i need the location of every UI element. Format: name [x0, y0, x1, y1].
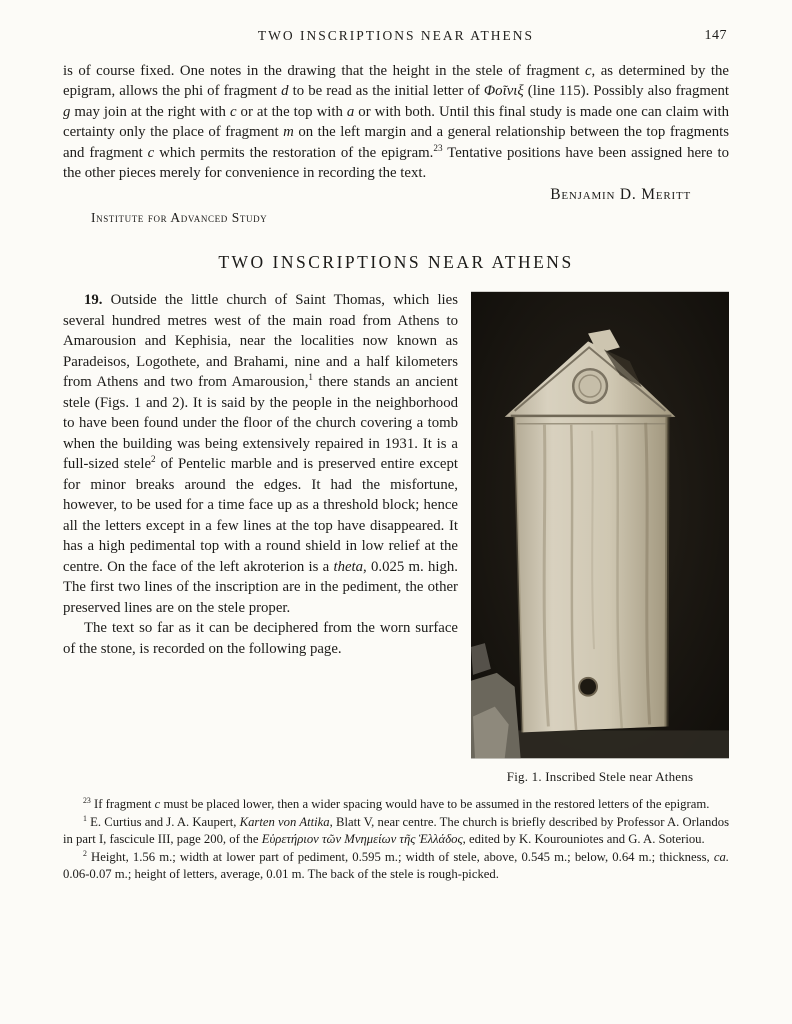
running-header: TWO INSCRIPTIONS NEAR ATHENS — [257, 28, 535, 43]
article-paragraph-1: 19. Outside the little church of Saint Thomas, which lies several hundred metres west of the main road from Athens to Amarousion and Kephisia, near the localities now known as Paradeisos, Logothete, and Brahami, nine and a half kilometers from Athens and two from Amarousion,$^1$ there stands an ancient stele (Figs. 1 and 2). It is said by the people in the neighborhood to have been found under the floor of the church covering a tomb when the building was being extensively repaired in 1931. It is a full-sized stele$^2$ of Pentelic marble and is preserved entire except for minor breaks around the edges. It had the misfortune, however, to be used for a time face up as a threshold block; hence all the letters except in a few lines at the top have disappeared. It has a high pedimental top with a round shield in low relief at the centre. On the face of the left akroterion is a theta, 0.025 m. high. The first two lines of the inscription are in the pediment, the other preserved lines are on the stele proper. — [63, 292, 458, 616]
author-signature: Benjamin D. Meritt — [550, 186, 691, 204]
two-column-section — [63, 290, 729, 785]
figure-1 — [471, 290, 729, 785]
article-paragraph-2: The text so far as it can be deciphered from the worn surface of the stone, is recorded on the following page. — [63, 620, 458, 657]
shield-relief — [573, 370, 607, 404]
article-title: TWO INSCRIPTIONS NEAR ATHENS — [218, 252, 574, 273]
footnote-1: $^1$ E. Curtius and J. A. Kaupert, Karten von Attika, Blatt V, near centre. The church is briefly described by Professor A. Orlandos in part I, fascicule III, page 200, of the Εὑρετήριον τῶν Μνημείων τῆς Ἑλλάδος, edited by K. Kourouniotes and G. A. Soteriou. — [63, 813, 730, 847]
figure-caption: Fig. 1. Inscribed Stele near Athens — [506, 769, 694, 785]
footnotes-section — [63, 796, 729, 884]
stele-photo-image — [471, 290, 729, 760]
author-affiliation: Institute for Advanced Study — [91, 210, 268, 226]
intro-paragraph: is of course fixed. One notes in the drawing that the height in the stele of fragment c, as determined by the epigram, allows the phi of fragment d to be read as the initial letter of Φοῖνιξ (line 115). Possibly also fragment g may join at the right with c or at the top with a or with both. Until this final study is made one can claim with certainty only the place of fragment m on the left margin and a general relationship between the top fragments and fragment c which permits the restoration of the epigram.$^{23}$ Tentative positions have been assigned here to the other pieces merely for convenience in recording the text. — [63, 63, 729, 182]
page-header — [63, 28, 729, 48]
page-number: 147 — [704, 28, 727, 43]
footnote-2: $^2$ Height, 1.56 m.; width at lower part of pediment, 0.595 m.; width of stele, above, 0.545 m.; below, 0.64 m.; thickness, ca. 0.06-0.07 m.; height of letters, average, 0.01 m. The back of the stele is rough-picked. — [63, 848, 729, 882]
article-text-column — [63, 290, 458, 785]
footnote-23: $^{23}$ If fragment c must be placed lower, then a wider spacing would have to be assumed in the restored letters of the epigram. — [83, 796, 710, 812]
